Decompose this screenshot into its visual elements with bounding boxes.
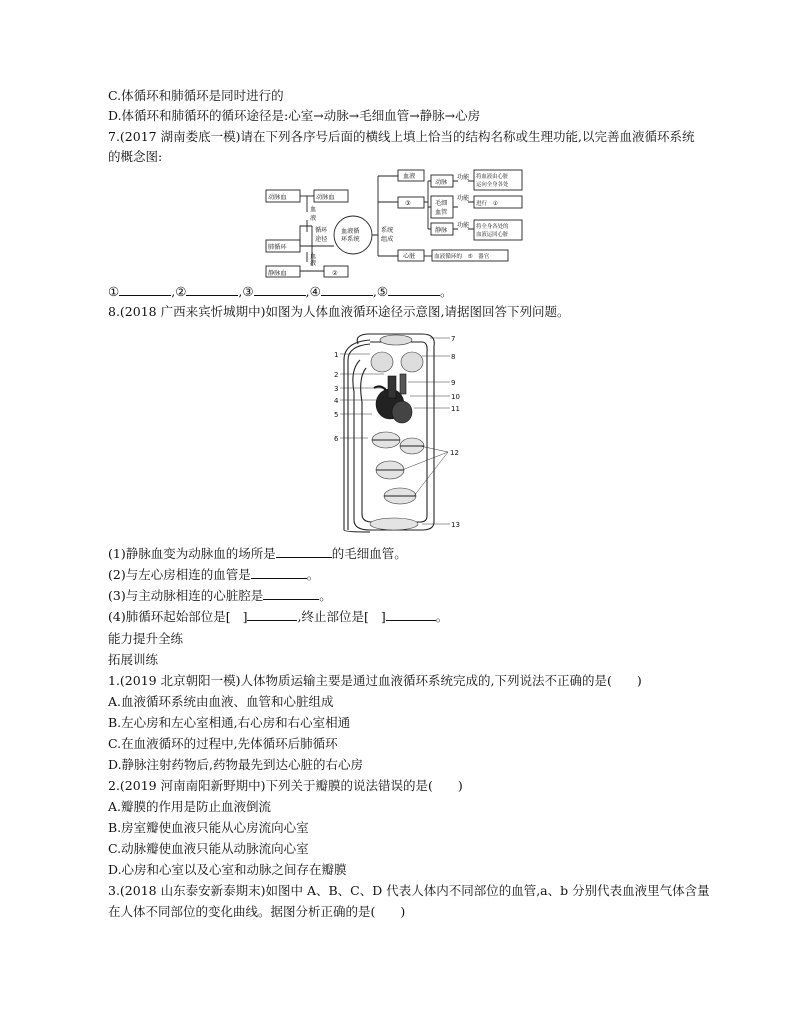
option-d: D.体循环和肺循环的循环途径是:心室→动脉→毛细血管→静脉→心房: [108, 108, 481, 123]
answer-5-blank[interactable]: [388, 283, 440, 296]
artery-function-2: 运向全身各处: [476, 182, 509, 188]
fig-label-2: 2: [334, 371, 339, 379]
q1-option-b: B.左心房和左心室相通,右心房和右心室相通: [108, 715, 351, 730]
fig-label-4: 4: [334, 397, 339, 405]
s1-blank[interactable]: [276, 545, 332, 558]
vein-box: 静脉: [435, 227, 448, 234]
s4-post: 。: [435, 609, 449, 624]
capillary-box-1: 毛细: [435, 200, 448, 207]
s1-pre: (1)静脉血变为动脉血的场所是: [108, 546, 276, 561]
artery-box: 动脉: [435, 179, 448, 186]
circle-text-2: 环系统: [341, 236, 360, 243]
answer-1-label: ①: [108, 284, 120, 299]
blank-2-label: ②: [332, 270, 338, 277]
circle-text-1: 血液循: [341, 228, 360, 235]
blood-box: 血液: [403, 173, 416, 180]
artery-blood-label: 动脉血: [268, 194, 287, 201]
fig-label-10: 10: [451, 393, 460, 401]
vein-function-2: 血液运回心脏: [476, 232, 509, 238]
blood-vertical-1: 血: [310, 206, 317, 213]
blood-vertical-2: 液: [310, 215, 317, 222]
s4-pre: (4)肺循环起始部位是[: [108, 609, 231, 624]
function-1: 功能: [457, 174, 470, 181]
fig-label-6: 6: [334, 435, 339, 443]
answer-4-label: ④: [309, 284, 321, 299]
answer-3-label: ③: [242, 284, 254, 299]
fig-label-7: 7: [451, 335, 456, 343]
q2-option-b: B.房室瓣使血液只能从心房流向心室: [108, 820, 309, 835]
answer-2-label: ②: [175, 284, 187, 299]
blank-3-label: ③: [405, 200, 411, 207]
q2-stem: 2.(2019 河南南阳新野期中)下列关于瓣膜的说法错误的是( ): [108, 778, 463, 793]
heading-ability: 能力提升全练: [108, 631, 184, 646]
heart-function: 血液循环的 ⑤ 器官: [434, 254, 490, 260]
q2-option-d: D.心房和心室以及心室和动脉之间存在瓣膜: [108, 862, 347, 877]
q2-option-a: A.瓣膜的作用是防止血液倒流: [108, 799, 272, 814]
s3-post: 。: [319, 588, 332, 603]
pulmonary-label: 肺循环: [268, 244, 287, 251]
answer-2-blank[interactable]: [186, 283, 238, 296]
artery-function-1: 将血液由心脏: [476, 174, 509, 180]
s3-pre: (3)与主动脉相连的心脏腔是: [108, 588, 264, 603]
vein-function-1: 将全身各处的: [476, 224, 509, 230]
answer-end: 。: [440, 284, 453, 299]
question-8: 8.(2018 广西来宾忻城期中)如图为人体血液循环途径示意图,请据图回答下列问题。: [108, 304, 570, 319]
fig-label-13: 13: [451, 521, 460, 529]
q1-option-c: C.在血液循环的过程中,先体循环后肺循环: [108, 736, 338, 751]
circulation-figure: [330, 330, 470, 535]
heart-box: 心脏: [403, 253, 416, 260]
venous-blood-label: 静脉血: [268, 270, 287, 277]
answer-5-label: ⑤: [376, 284, 389, 299]
concept-map: [260, 166, 550, 278]
capillary-box-2: 血管: [435, 209, 448, 216]
fig-label-9: 9: [451, 379, 456, 387]
fig-label-1: 1: [334, 351, 339, 359]
q2-option-c: C.动脉瓣使血液只能从动脉流向心室: [108, 841, 309, 856]
circ-route-2: 途径: [315, 236, 328, 243]
s2-pre: (2)与左心房相连的血管是: [108, 567, 251, 582]
s4-blank-2[interactable]: [386, 608, 436, 621]
s2-blank[interactable]: [251, 566, 307, 579]
blood-vertical-3: 血: [310, 253, 317, 260]
fig-label-5: 5: [334, 411, 339, 419]
answer-4-blank[interactable]: [321, 283, 373, 296]
s4-blank-1[interactable]: [247, 608, 297, 621]
fig-label-3: 3: [334, 385, 339, 393]
question-7-cont: 的概念图:: [108, 149, 163, 164]
q8-sub-2: [108, 566, 319, 583]
function-3: 功能: [457, 222, 470, 229]
s4-end: ]: [380, 609, 386, 624]
q1-option-d: D.静脉注射药物后,药物最先到达心脏的右心房: [108, 757, 364, 772]
option-c: C.体循环和肺循环是同时进行的: [108, 88, 284, 103]
s4-mid2: ,终止部位是[: [297, 609, 369, 624]
q7-answer-line: ① ,② ,③ ,④ ,⑤ 。: [108, 284, 453, 299]
circ-route-1: 循环: [315, 227, 328, 234]
answer-3-blank[interactable]: [254, 283, 306, 296]
blood-vertical-4: 液: [310, 260, 317, 267]
artery-blood-label-2: 动脉血: [316, 194, 335, 201]
q8-sub-1: [108, 545, 407, 562]
capillary-function: 进行 ①: [476, 201, 498, 207]
sys-label-1: 系统: [381, 227, 394, 234]
q3-stem: 3.(2018 山东泰安新泰期末)如图中 A、B、C、D 代表人体内不同部位的血管,a、b 分别代表血液里气体含量: [108, 883, 710, 898]
fig-label-12: 12: [450, 449, 459, 457]
q8-sub-4: [108, 608, 448, 625]
s3-blank[interactable]: [263, 587, 319, 600]
s4-mid: ]: [242, 609, 248, 624]
fig-label-8: 8: [451, 353, 456, 361]
q1-option-a: A.血液循环系统由血液、血管和心脏组成: [108, 694, 334, 709]
q8-sub-3: [108, 587, 332, 604]
q1-stem: 1.(2019 北京朝阳一模)人体物质运输主要是通过血液循环系统完成的,下列说法不正确的是( ): [108, 673, 642, 688]
s1-post: 的毛细血管。: [331, 546, 407, 561]
sys-label-2: 组成: [381, 236, 394, 243]
question-7: 7.(2017 湖南娄底一模)请在下列各序号后面的横线上填上恰当的结构名称或生理功能,以完善血液循环系统: [108, 129, 695, 144]
function-2: 功能: [457, 195, 470, 202]
q3-stem-cont: 在人体不同部位的变化曲线。据图分析正确的是( ): [108, 904, 406, 919]
s2-post: 。: [306, 567, 320, 582]
heading-extension: 拓展训练: [108, 652, 159, 667]
answer-1-blank[interactable]: [119, 283, 171, 296]
fig-label-11: 11: [451, 405, 460, 413]
